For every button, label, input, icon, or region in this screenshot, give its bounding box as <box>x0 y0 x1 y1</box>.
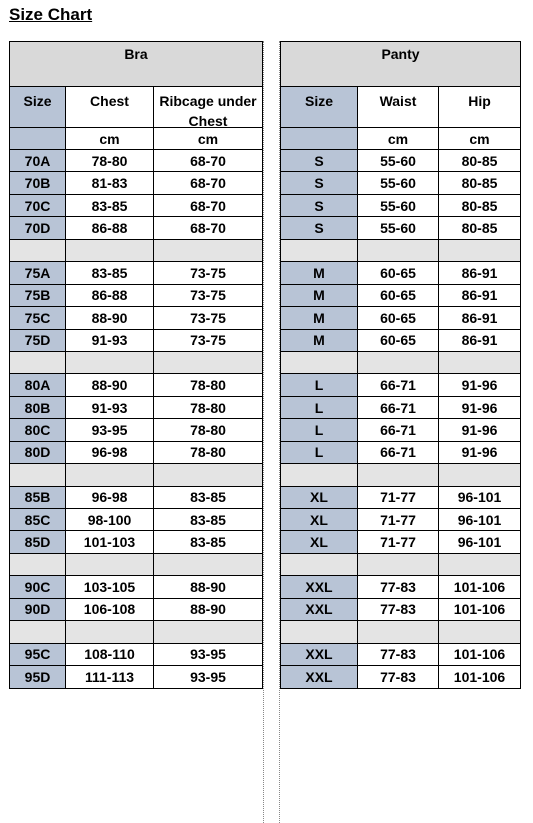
gap-cell <box>9 464 66 486</box>
bra-size-cell: 80A <box>9 374 66 396</box>
hip-cell: 80-85 <box>439 172 521 194</box>
ribcage-cell: 73-75 <box>154 262 263 284</box>
chest-cell: 83-85 <box>66 262 154 284</box>
waist-cell: 55-60 <box>358 150 439 172</box>
bra-size-cell: 95C <box>9 644 66 666</box>
bra-size-cell: 80B <box>9 397 66 419</box>
bra-size-cell: 80C <box>9 419 66 441</box>
bra-size-cell: 90D <box>9 599 66 621</box>
gap-cell <box>66 464 154 486</box>
hip-cell: 101-106 <box>439 644 521 666</box>
ribcage-unit: cm <box>154 128 263 150</box>
bra-group-header: Bra <box>9 41 263 87</box>
bra-size-cell: 70A <box>9 150 66 172</box>
ribcage-cell: 88-90 <box>154 599 263 621</box>
bra-size-cell: 95D <box>9 666 66 688</box>
panty-size-cell: L <box>280 442 358 464</box>
gap-cell <box>358 240 439 262</box>
ribcage-cell: 68-70 <box>154 195 263 217</box>
chest-cell: 108-110 <box>66 644 154 666</box>
chest-cell: 83-85 <box>66 195 154 217</box>
gap-cell <box>66 240 154 262</box>
hip-cell: 86-91 <box>439 285 521 307</box>
hip-cell: 91-96 <box>439 419 521 441</box>
bra-size-cell: 70D <box>9 217 66 239</box>
waist-cell: 77-83 <box>358 576 439 598</box>
chest-cell: 91-93 <box>66 397 154 419</box>
hip-cell: 86-91 <box>439 330 521 352</box>
ribcage-cell: 93-95 <box>154 666 263 688</box>
waist-cell: 71-77 <box>358 487 439 509</box>
hip-cell: 91-96 <box>439 442 521 464</box>
panty-size-cell: XXL <box>280 666 358 688</box>
panty-size-cell: S <box>280 150 358 172</box>
ribcage-cell: 93-95 <box>154 644 263 666</box>
panty-size-cell: S <box>280 195 358 217</box>
ribcage-cell: 73-75 <box>154 307 263 329</box>
chest-cell: 103-105 <box>66 576 154 598</box>
gap-cell <box>358 621 439 643</box>
bra-size-cell: 75C <box>9 307 66 329</box>
chest-cell: 111-113 <box>66 666 154 688</box>
gap-cell <box>66 554 154 576</box>
ribcage-cell: 68-70 <box>154 150 263 172</box>
panty-size-cell: XL <box>280 531 358 553</box>
chest-cell: 96-98 <box>66 442 154 464</box>
waist-cell: 77-83 <box>358 644 439 666</box>
waist-cell: 55-60 <box>358 195 439 217</box>
chest-cell: 101-103 <box>66 531 154 553</box>
panty-size-cell: XL <box>280 509 358 531</box>
gap-cell <box>9 352 66 374</box>
ribcage-cell: 83-85 <box>154 509 263 531</box>
panty-size-cell: S <box>280 217 358 239</box>
panty-group-header: Panty <box>280 41 521 87</box>
gap-cell <box>439 352 521 374</box>
hip-cell: 96-101 <box>439 487 521 509</box>
page-title: Size Chart <box>9 5 93 24</box>
waist-cell: 77-83 <box>358 599 439 621</box>
waist-cell: 55-60 <box>358 172 439 194</box>
gap-cell <box>439 240 521 262</box>
gap-cell <box>154 464 263 486</box>
panty-size-cell: XXL <box>280 644 358 666</box>
hip-cell: 96-101 <box>439 509 521 531</box>
chest-unit: cm <box>66 128 154 150</box>
chest-cell: 93-95 <box>66 419 154 441</box>
waist-cell: 60-65 <box>358 307 439 329</box>
panty-size-unit-cell <box>280 128 358 150</box>
chest-cell: 86-88 <box>66 285 154 307</box>
bra-size-cell: 85D <box>9 531 66 553</box>
hip-cell: 101-106 <box>439 599 521 621</box>
bra-size-header: Size <box>9 87 66 128</box>
gap-cell <box>439 464 521 486</box>
chest-cell: 88-90 <box>66 374 154 396</box>
chest-cell: 78-80 <box>66 150 154 172</box>
hip-header: Hip <box>439 87 521 128</box>
hip-unit: cm <box>439 128 521 150</box>
chest-cell: 88-90 <box>66 307 154 329</box>
chest-cell: 96-98 <box>66 487 154 509</box>
hip-cell: 80-85 <box>439 195 521 217</box>
waist-cell: 77-83 <box>358 666 439 688</box>
chest-cell: 86-88 <box>66 217 154 239</box>
waist-cell: 71-77 <box>358 509 439 531</box>
chest-cell: 81-83 <box>66 172 154 194</box>
ribcage-cell: 78-80 <box>154 374 263 396</box>
gap-cell <box>66 621 154 643</box>
panty-size-cell: XL <box>280 487 358 509</box>
bra-size-cell: 75B <box>9 285 66 307</box>
gap-cell <box>9 240 66 262</box>
panty-size-cell: XXL <box>280 576 358 598</box>
waist-cell: 66-71 <box>358 397 439 419</box>
ribcage-cell: 78-80 <box>154 442 263 464</box>
ribcage-cell: 78-80 <box>154 419 263 441</box>
gap-cell <box>280 464 358 486</box>
bra-size-unit-cell <box>9 128 66 150</box>
panty-size-cell: L <box>280 419 358 441</box>
gap-cell <box>358 554 439 576</box>
hip-cell: 86-91 <box>439 262 521 284</box>
panty-size-cell: L <box>280 397 358 419</box>
gap-cell <box>154 621 263 643</box>
gap-cell <box>439 621 521 643</box>
bra-size-cell: 90C <box>9 576 66 598</box>
gap-cell <box>280 621 358 643</box>
gap-cell <box>154 240 263 262</box>
hip-cell: 86-91 <box>439 307 521 329</box>
ribcage-cell: 68-70 <box>154 217 263 239</box>
waist-cell: 71-77 <box>358 531 439 553</box>
ribcage-header: Ribcage under Chest <box>154 87 263 128</box>
gap-cell <box>280 240 358 262</box>
chest-header: Chest <box>66 87 154 128</box>
gap-cell <box>154 554 263 576</box>
hip-cell: 91-96 <box>439 397 521 419</box>
ribcage-cell: 73-75 <box>154 285 263 307</box>
hip-cell: 101-106 <box>439 576 521 598</box>
waist-header: Waist <box>358 87 439 128</box>
ribcage-cell: 73-75 <box>154 330 263 352</box>
chest-cell: 98-100 <box>66 509 154 531</box>
chest-cell: 106-108 <box>66 599 154 621</box>
panty-size-cell: S <box>280 172 358 194</box>
bra-size-cell: 85C <box>9 509 66 531</box>
hip-cell: 96-101 <box>439 531 521 553</box>
table-separator <box>263 41 280 823</box>
hip-cell: 80-85 <box>439 217 521 239</box>
waist-cell: 60-65 <box>358 330 439 352</box>
bra-size-cell: 85B <box>9 487 66 509</box>
gap-cell <box>9 554 66 576</box>
panty-size-cell: M <box>280 330 358 352</box>
waist-unit: cm <box>358 128 439 150</box>
panty-size-cell: M <box>280 285 358 307</box>
panty-size-header: Size <box>280 87 358 128</box>
ribcage-cell: 78-80 <box>154 397 263 419</box>
hip-cell: 91-96 <box>439 374 521 396</box>
bra-size-cell: 70C <box>9 195 66 217</box>
hip-cell: 101-106 <box>439 666 521 688</box>
waist-cell: 66-71 <box>358 374 439 396</box>
panty-size-cell: M <box>280 262 358 284</box>
bra-size-cell: 75A <box>9 262 66 284</box>
ribcage-cell: 68-70 <box>154 172 263 194</box>
gap-cell <box>154 352 263 374</box>
hip-cell: 80-85 <box>439 150 521 172</box>
bra-size-cell: 80D <box>9 442 66 464</box>
panty-size-cell: XXL <box>280 599 358 621</box>
gap-cell <box>358 352 439 374</box>
panty-size-cell: L <box>280 374 358 396</box>
waist-cell: 66-71 <box>358 419 439 441</box>
chest-cell: 91-93 <box>66 330 154 352</box>
gap-cell <box>66 352 154 374</box>
gap-cell <box>9 621 66 643</box>
waist-cell: 66-71 <box>358 442 439 464</box>
ribcage-cell: 83-85 <box>154 531 263 553</box>
gap-cell <box>280 554 358 576</box>
waist-cell: 60-65 <box>358 285 439 307</box>
bra-size-cell: 75D <box>9 330 66 352</box>
ribcage-cell: 88-90 <box>154 576 263 598</box>
ribcage-cell: 83-85 <box>154 487 263 509</box>
bra-size-cell: 70B <box>9 172 66 194</box>
gap-cell <box>280 352 358 374</box>
panty-size-cell: M <box>280 307 358 329</box>
size-chart-table <box>9 41 521 823</box>
gap-cell <box>358 464 439 486</box>
gap-cell <box>439 554 521 576</box>
waist-cell: 60-65 <box>358 262 439 284</box>
waist-cell: 55-60 <box>358 217 439 239</box>
